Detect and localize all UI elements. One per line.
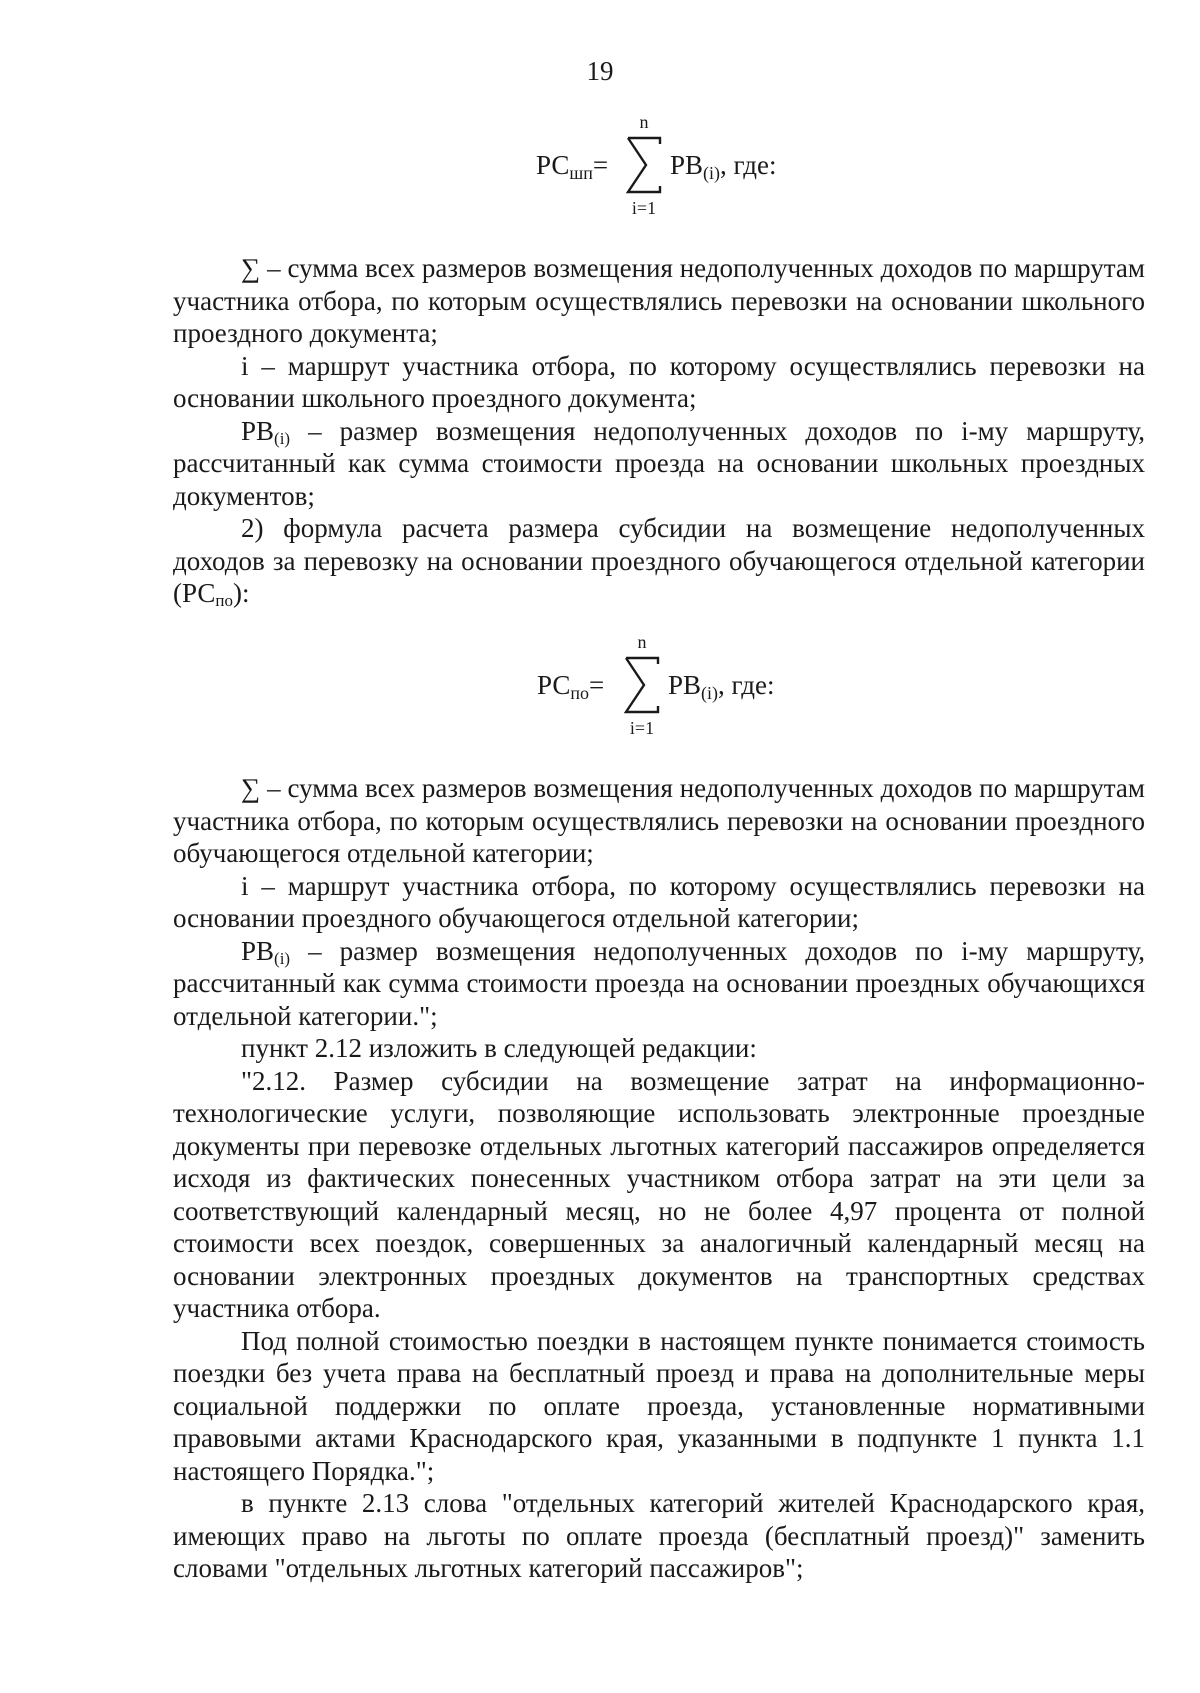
paragraph-point-2-13: в пункте 2.13 слова "отдельных категорий жителей Краснодарского края, имеющих право на льготы по оплате проезда (бесплатный проезд)" заменить словами "отдельных льготных категорий пассажиров"; — [173, 1488, 1145, 1583]
paragraph-full-cost-definition: Под полной стоимостью поездки в настоящем пункте понимается стоимость поездки без учета права на бесплатный проезд и права на дополнительные меры социальной поддержки по оплате проезда, установленные нормативными правовыми актами Краснодарского края, указанными в подпункте 1 пункта 1.1 настоящего Порядка."; — [173, 1325, 1145, 1486]
summation-lower-limit: i=1 — [631, 198, 657, 218]
summation-upper-limit: n — [639, 112, 649, 132]
text-block-1 — [173, 252, 1145, 610]
sigma-symbol: ∑ — [241, 253, 261, 283]
formula-rhs-sub: (i) — [703, 163, 721, 183]
paragraph-point-2-12: "2.12. Размер субсидии на возмещение затрат на информационно-технологические услуги, позволяющие использовать электронные проездные документы при перевозке отдельных льготных категорий пассажиров определяется исходя из фактических понесенных участником отбора затрат на эти цели за соответствующий календарный месяц, но не более 4,97 процента от полной стоимости всех поездок, совершенных за аналогичный календарный месяц на основании электронных проездных документов на транспортных средствах участника отбора. — [173, 1065, 1145, 1323]
summation — [624, 112, 664, 222]
paragraph-rv-definition: $РВ_{(i)}$ – размер возмещения недополученных доходов по i-му маршруту, рассчитанный как сумма стоимости проезда на основании проездных обучающихся отдельной категории."; — [173, 935, 1145, 1031]
paragraph-i-definition: i – маршрут участника отбора, по которому осуществлялись перевозки на основании проездного обучающегося отдельной категории; — [173, 870, 1145, 933]
formula-lhs — [537, 670, 604, 704]
formula-rhs-base: РВ — [670, 150, 704, 180]
formula-lhs — [536, 150, 608, 184]
formula-lhs-base: РС — [537, 670, 571, 700]
formula-tail: , где: — [720, 150, 777, 180]
paragraph-rv-definition: $РВ_{(i)}$ – размер возмещения недополученных доходов по i-му маршруту, рассчитанный как сумма стоимости проезда на основании школьных проездных документов; — [173, 415, 1145, 511]
formula-equals: = — [589, 670, 605, 700]
sigma-icon — [624, 656, 660, 714]
formula-rs-shp — [0, 112, 1200, 222]
summation-upper-limit: n — [637, 632, 647, 652]
sigma-symbol: ∑ — [241, 773, 261, 803]
summation-lower-limit: i=1 — [629, 718, 655, 738]
formula-rhs-sub: (i) — [701, 683, 719, 703]
formula-tail: , где: — [718, 670, 775, 700]
paragraph-formula-2-intro: 2) формула расчета размера субсидии на возмещение недополученных доходов за перевозку на основании проездного обучающегося отдельной категории $(РС_{по})$: — [173, 513, 1145, 610]
formula-rhs — [668, 670, 774, 704]
paragraph-sigma-definition: ∑ – сумма всех размеров возмещения недополученных доходов по маршрутам участника отбора, по которым осуществлялись перевозки на основании школьного проездного документа; — [173, 253, 1145, 348]
formula-rs-po — [0, 632, 1200, 742]
formula-lhs-base: РС — [536, 150, 570, 180]
paragraph-point-2-12-intro: пункт 2.12 изложить в следующей редакции: — [241, 1033, 757, 1063]
formula-lhs-sub: по — [570, 683, 589, 703]
formula-rhs — [670, 150, 776, 184]
summation — [622, 632, 662, 742]
formula-rhs-base: РВ — [668, 670, 702, 700]
page-number: 19 — [586, 56, 614, 86]
text-block-2 — [173, 772, 1145, 1585]
sigma-icon — [626, 136, 662, 194]
formula-equals: = — [592, 150, 609, 180]
formula-lhs-sub: шп — [569, 163, 593, 183]
paragraph-i-definition: i – маршрут участника отбора, по которому осуществлялись перевозки на основании школьного проездного документа; — [173, 350, 1145, 413]
paragraph-sigma-definition: ∑ – сумма всех размеров возмещения недополученных доходов по маршрутам участника отбора, по которым осуществлялись перевозки на основании проездного обучающегося отдельной категории; — [173, 773, 1145, 868]
